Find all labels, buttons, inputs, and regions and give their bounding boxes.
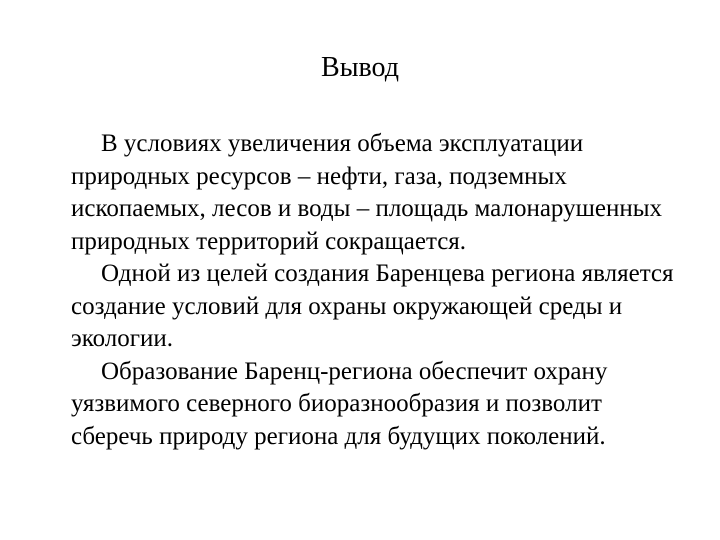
paragraph-resources: В условиях увеличения объема эксплуатации природных ресурсов – нефти, газа, подземных ископаемых, лесов и воды – площадь малонарушенных природных территорий сокращается. xyxy=(71,130,663,255)
paragraph-barents-goals: Одной из целей создания Баренцева региона является создание условий для охраны окружающей среды и экологии. xyxy=(71,260,674,352)
paragraph-biodiversity: Образование Баренц-региона обеспечит охрану уязвимого северного биоразнообразия и позволит сберечь природу региона для будущих поколений. xyxy=(71,357,608,450)
slide-title: Вывод xyxy=(321,52,399,83)
slide-body xyxy=(71,128,689,453)
